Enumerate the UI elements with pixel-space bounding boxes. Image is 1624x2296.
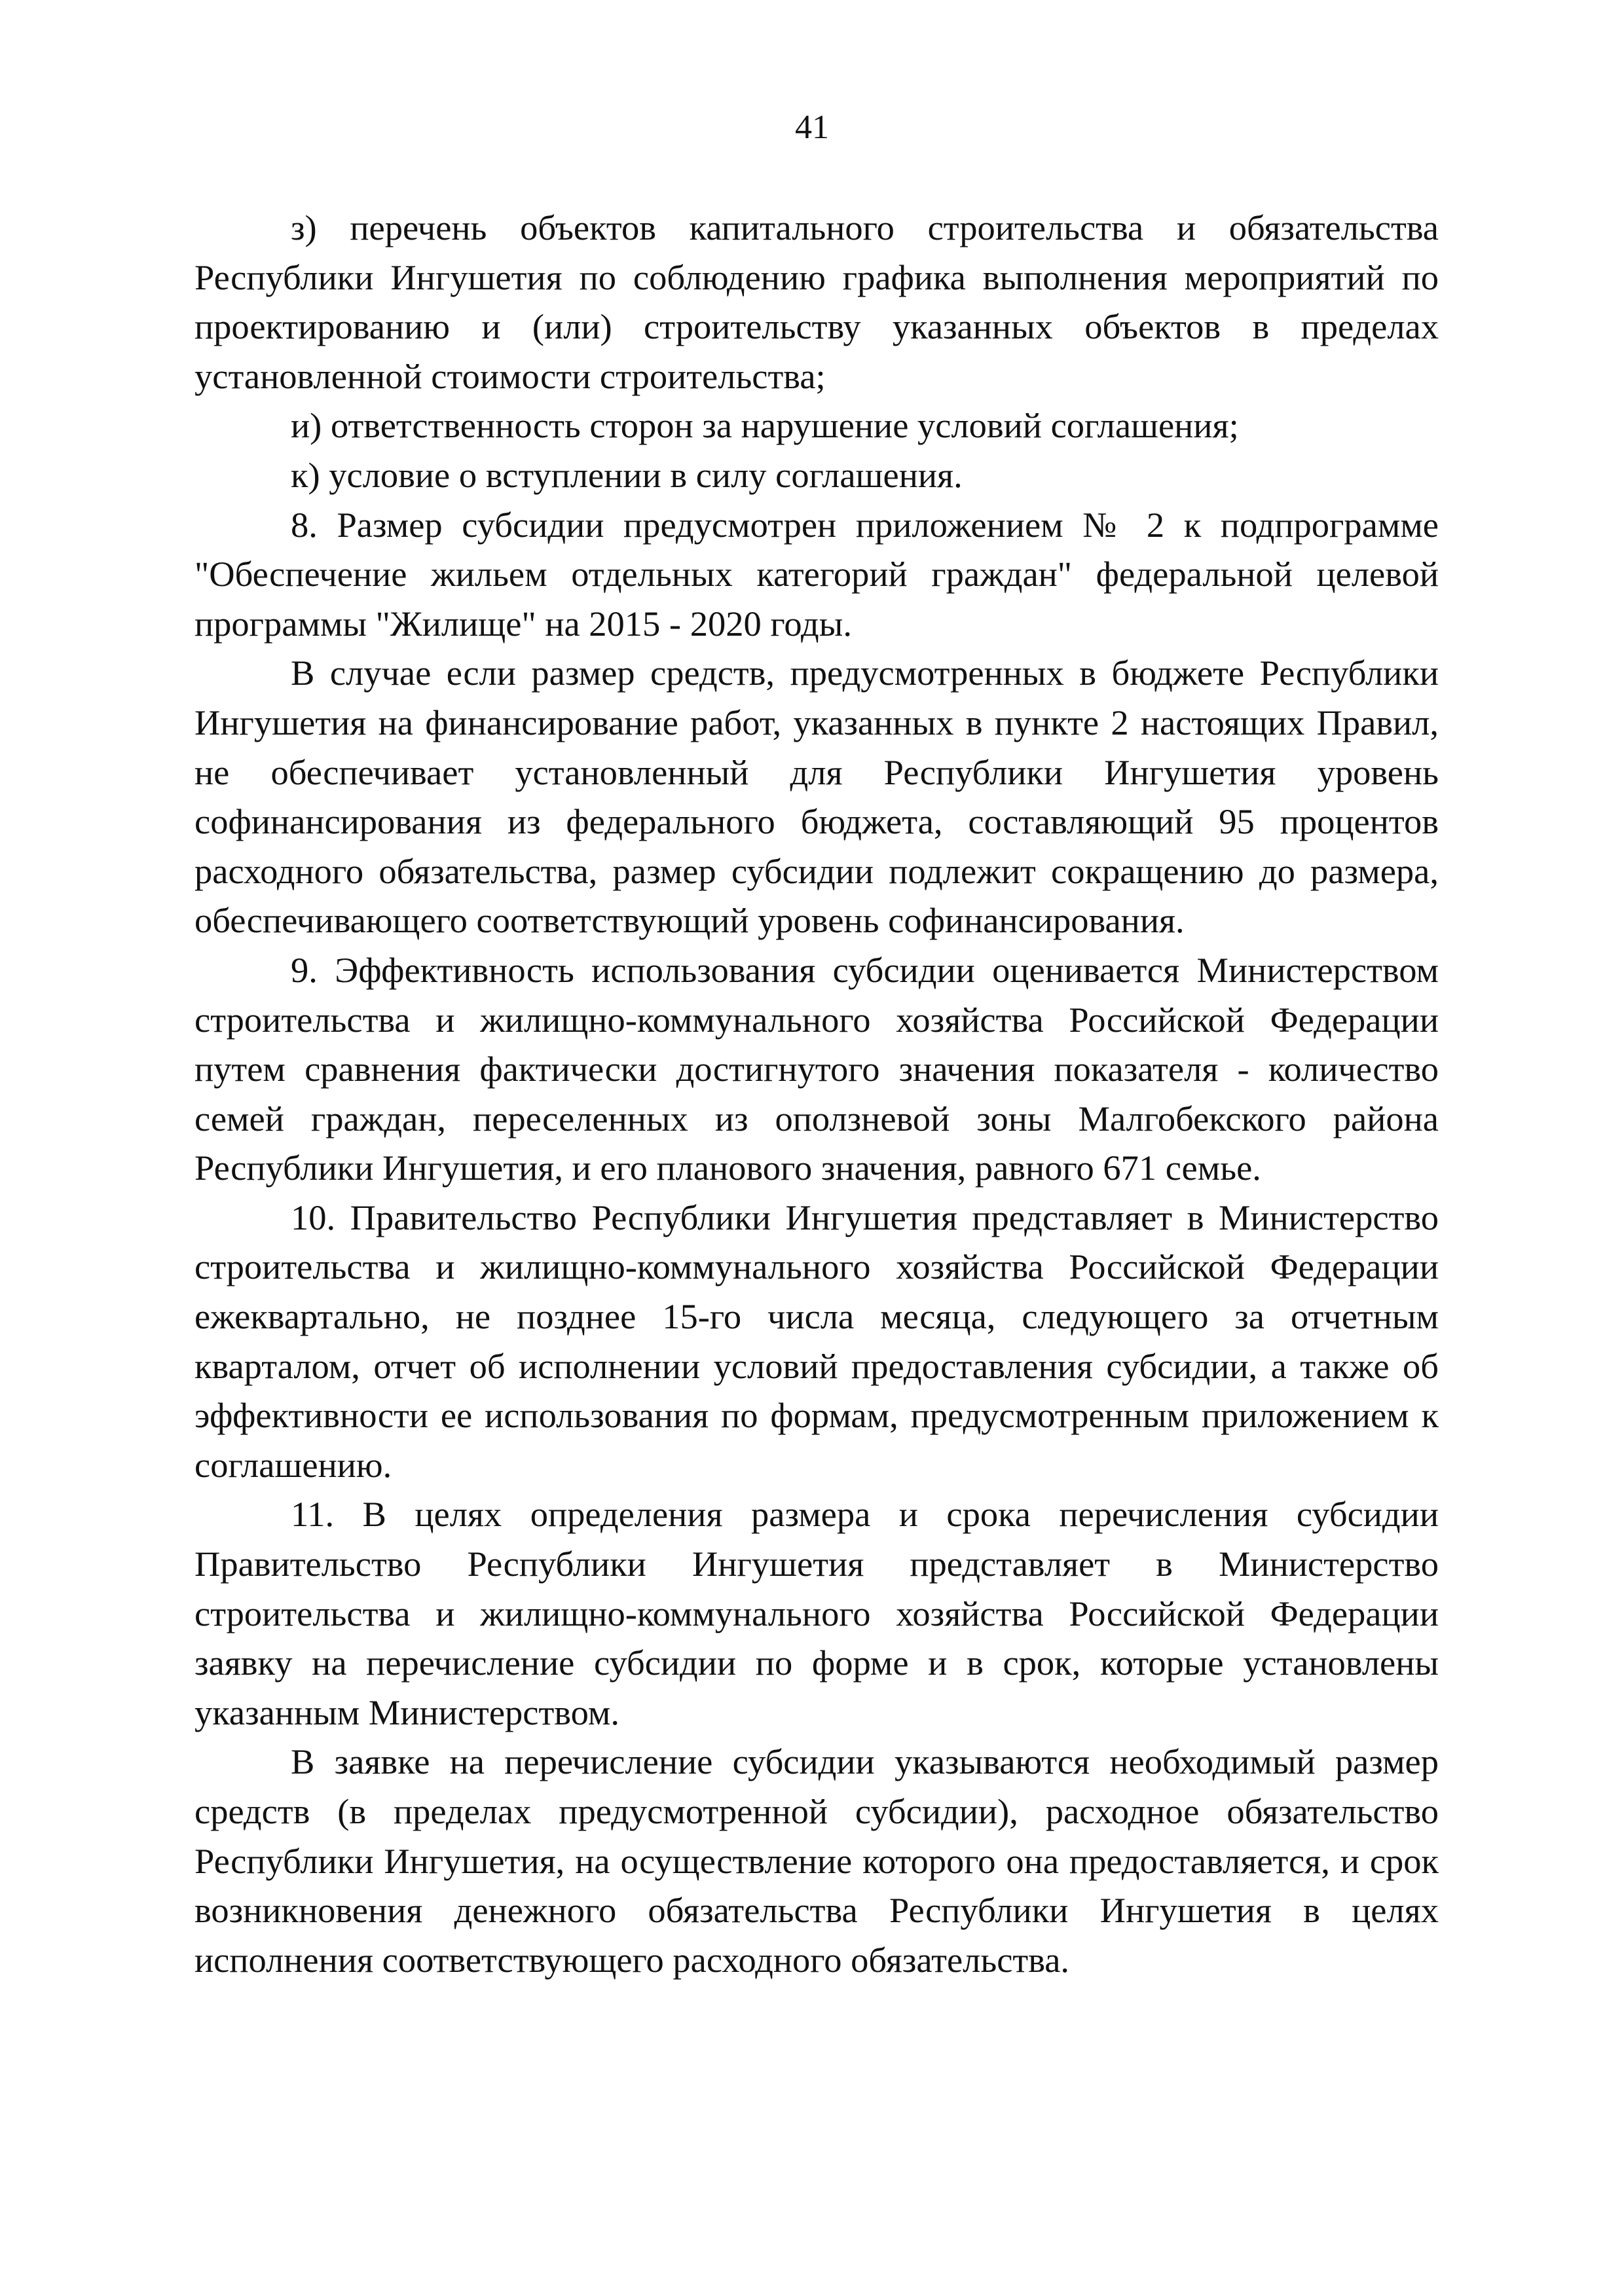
paragraph-clause-11: 11. В целях определения размера и срока перечисления субсидии Правительство Республики Ингушетия представляет в Министерство строительства и жилищно-коммунального хозяйства Российской Федерации заявку на перечисление субсидии по форме и в срок, которые установлены указанным Министерством. — [194, 1494, 1439, 1732]
paragraph-item-k: к) условие о вступлении в силу соглашения. — [291, 454, 963, 495]
paragraph-clause-8-continued: В случае если размер средств, предусмотренных в бюджете Республики Ингушетия на финансирование работ, указанных в пункте 2 настоящих Правил, не обеспечивает установленный для Республики Ингушетия уровень софинансирования из федерального бюджета, составляющий 95 процентов расходного обязательства, размер субсидии подлежит сокращению до размера, обеспечивающего соответствующий уровень софинансирования. — [194, 653, 1439, 941]
document-body — [194, 203, 1439, 1984]
page-number: 41 — [795, 109, 829, 146]
paragraph-clause-8: 8. Размер субсидии предусмотрен приложением № 2 к подпрограмме "Обеспечение жильем отдельных категорий граждан" федеральной целевой программы "Жилище" на 2015 - 2020 годы. — [194, 504, 1439, 644]
paragraph-clause-9: 9. Эффективность использования субсидии оценивается Министерством строительства и жилищно-коммунального хозяйства Российской Федерации путем сравнения фактически достигнутого значения показателя - количество семей граждан, переселенных из оползневой зоны Малгобекского района Республики Ингушетия, и его планового значения, равного 671 семье. — [194, 949, 1439, 1188]
paragraph-item-z: з) перечень объектов капитального строительства и обязательства Республики Ингушетия по соблюдению графика выполнения мероприятий по проектированию и (или) строительству указанных объектов в пределах установленной стоимости строительства; — [194, 208, 1439, 396]
paragraph-clause-10: 10. Правительство Республики Ингушетия представляет в Министерство строительства и жилищно-коммунального хозяйства Российской Федерации ежеквартально, не позднее 15-го числа месяца, следующего за отчетным кварталом, отчет об исполнении условий предоставления субсидии, а также об эффективности ее использования по формам, предусмотренным приложением к соглашению. — [194, 1197, 1439, 1485]
paragraph-clause-11-continued: В заявке на перечисление субсидии указываются необходимый размер средств (в пределах предусмотренной субсидии), расходное обязательство Республики Ингушетия, на осуществление которого она предоставляется, и срок возникновения денежного обязательства Республики Ингушетия в целях исполнения соответствующего расходного обязательства. — [194, 1741, 1439, 1980]
paragraph-item-i: и) ответственность сторон за нарушение условий соглашения; — [291, 405, 1239, 446]
